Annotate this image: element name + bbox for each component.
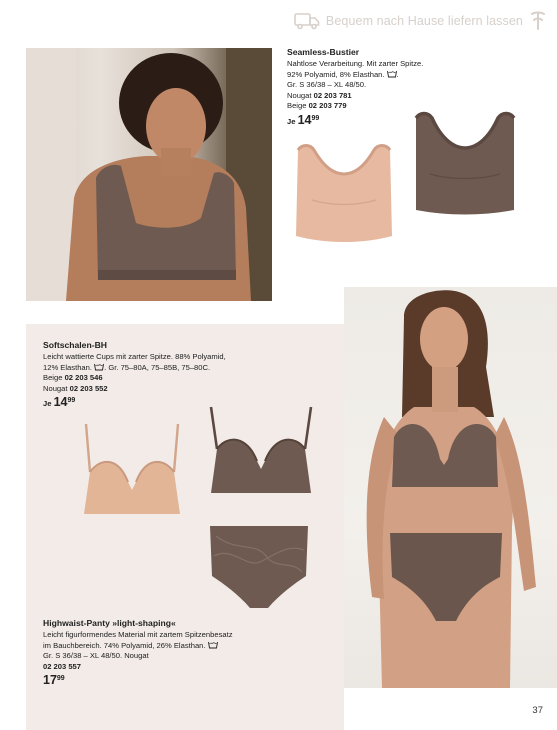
product-variant: Nougat 02 203 781 <box>287 90 352 100</box>
bustier-beige-image <box>292 140 396 248</box>
product-desc-line: Leicht figurformendes Material mit zartem Spitzenbesatz <box>43 630 233 639</box>
product-desc-line: Leicht wattierte Cups mit zarter Spitze. 88% Polyamid, <box>43 352 226 361</box>
truck-icon <box>294 12 320 30</box>
page-number: 37 <box>532 705 543 716</box>
washing-symbol-icon <box>387 70 397 78</box>
product-variant: Nougat 02 203 552 <box>43 383 108 393</box>
bh-beige-image <box>76 420 188 520</box>
product-price: Je $14^{99}$ <box>43 395 76 410</box>
bh-nougat-image <box>205 403 317 499</box>
tchibo-logo-icon <box>529 10 547 32</box>
product-material-line: im Bauchbereich. 74% Polyamid, 26% Elasthan. <box>43 641 283 652</box>
product-size-line: Gr. S 36/38 – XL 48/50. <box>287 80 367 90</box>
product-desc-line: Nahtlose Verarbeitung. Mit zarter Spitze. <box>287 59 424 68</box>
product-title: Softschalen-BH <box>43 340 107 350</box>
washing-symbol-icon <box>94 363 104 371</box>
panty-nougat-image <box>206 522 312 612</box>
product-size-line: Gr. S 36/38 – XL 48/50. Nougat <box>43 651 149 661</box>
product-price: Je $14^{99}$ <box>287 112 320 127</box>
header <box>294 10 547 32</box>
product-sku: 02 203 557 <box>43 661 82 671</box>
product-material-line: 12% Elasthan. . Gr. 75–80A, 75–85B, 75–80C. <box>43 362 211 372</box>
product-title: Seamless-Bustier <box>287 47 360 57</box>
product-variant: Beige 02 203 546 <box>43 373 103 383</box>
product-price: $17^{99}$ <box>43 673 65 688</box>
product-title: Highwaist-Panty »light-shaping« <box>43 618 176 628</box>
product-material-line: 92% Polyamid, 8% Elasthan. . <box>287 69 399 79</box>
washing-symbol-icon <box>208 641 218 649</box>
product-variant: Beige 02 203 779 <box>287 101 347 111</box>
bustier-nougat-image <box>412 110 518 218</box>
photo-model-bustier <box>26 48 272 301</box>
product-softschalen-bh <box>43 339 273 410</box>
header-text: Bequem nach Hause liefern lassen <box>325 14 523 28</box>
photo-model-lingerie-set <box>344 287 557 688</box>
product-highwaist-panty <box>43 617 283 688</box>
